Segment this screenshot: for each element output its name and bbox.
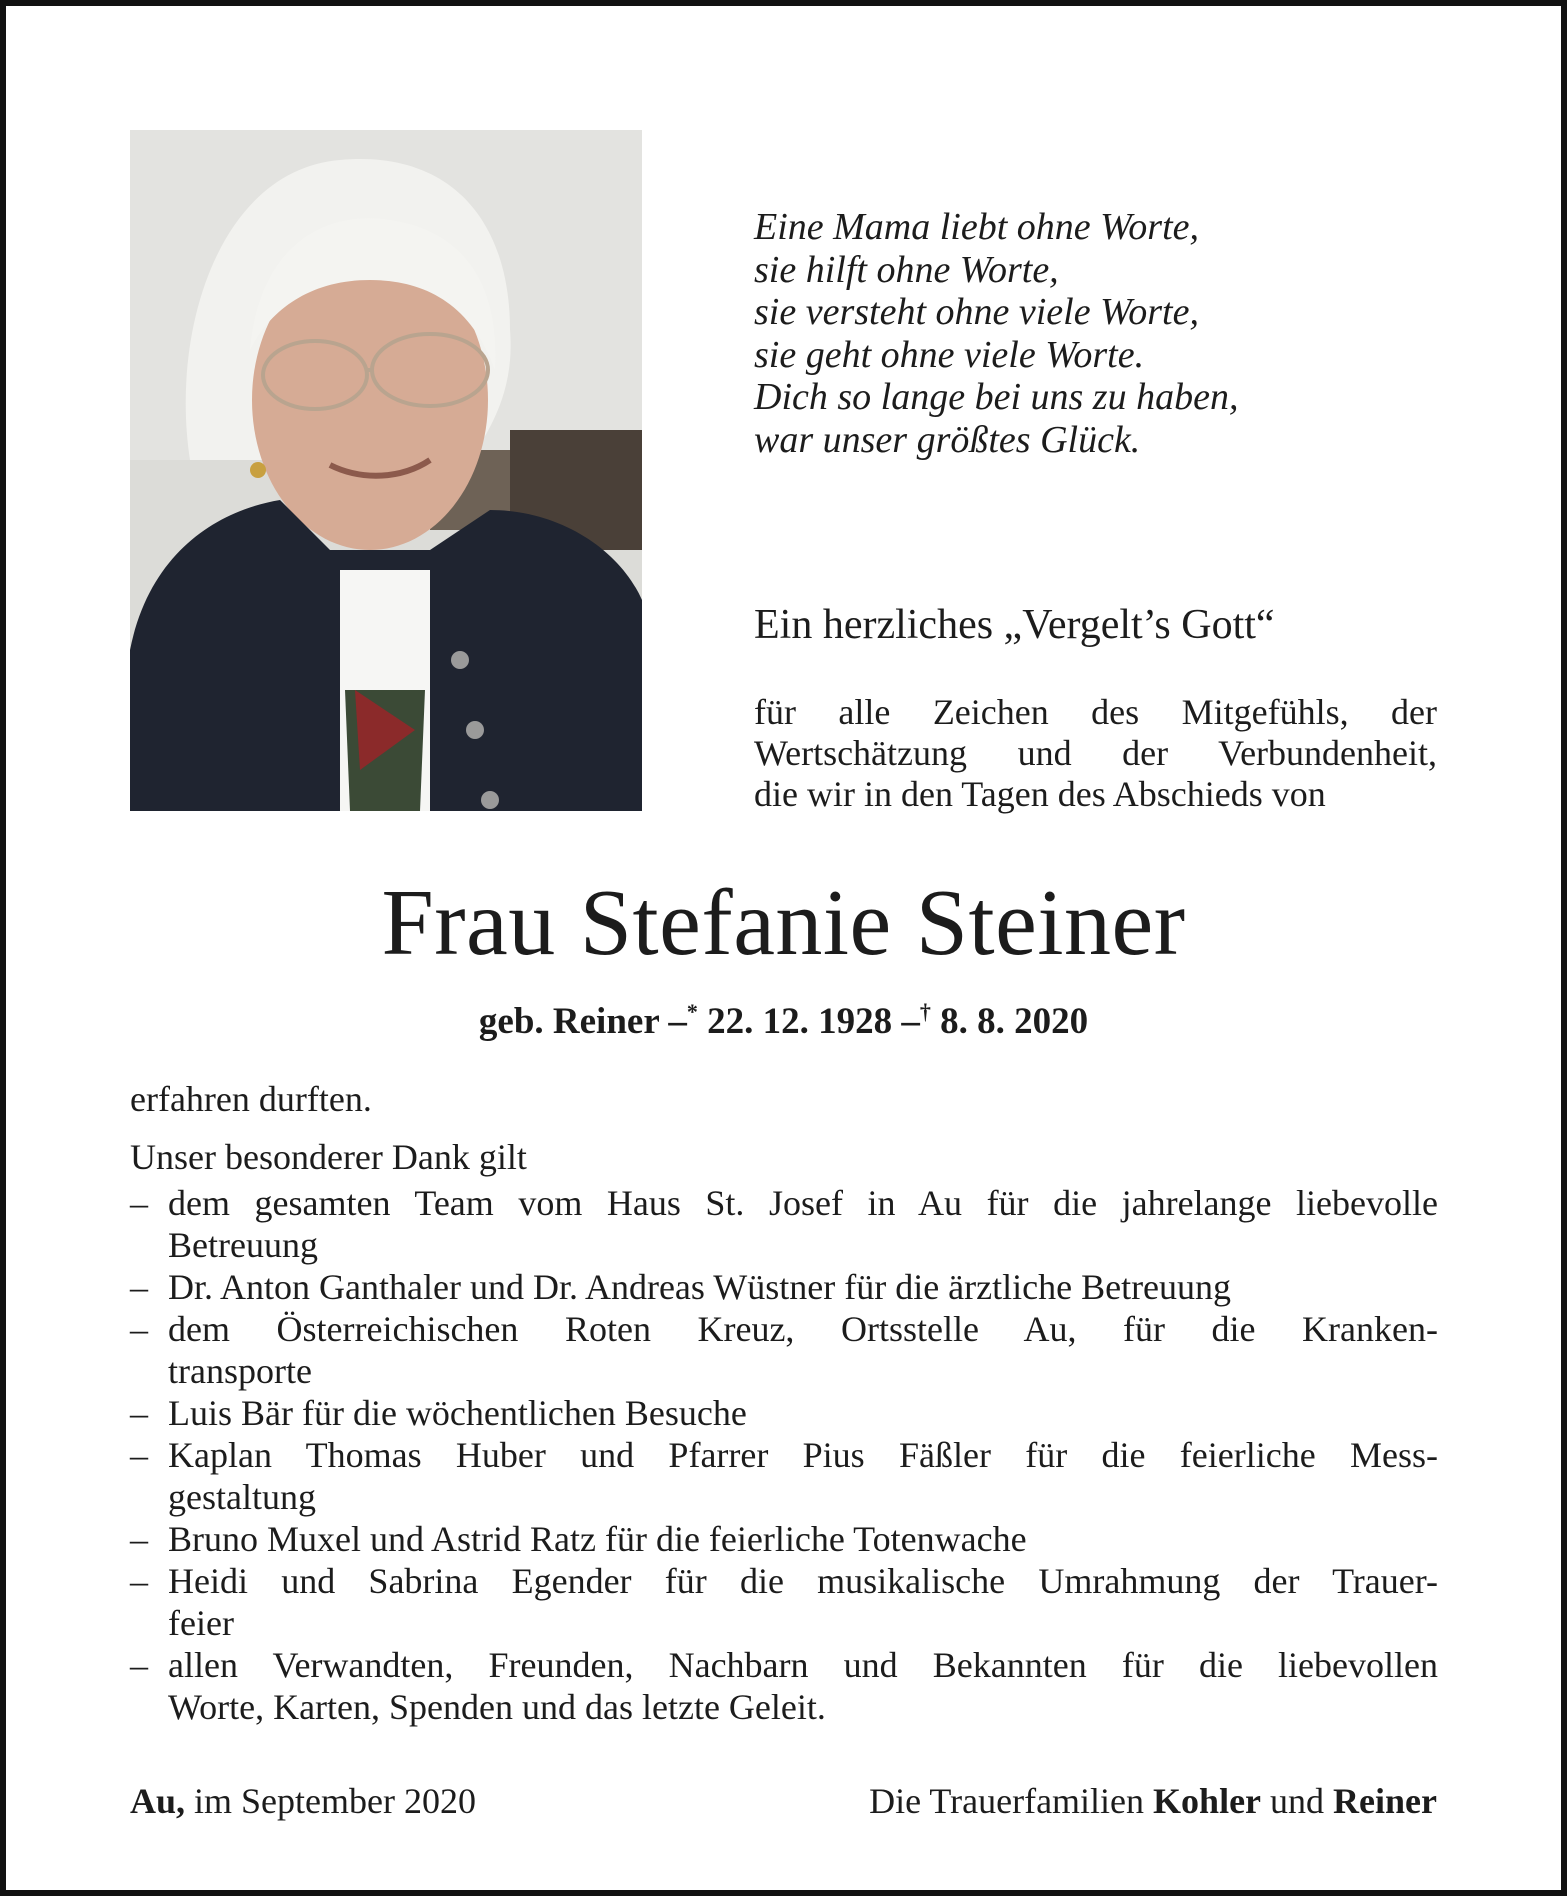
list-item [130, 1518, 1438, 1560]
family-name-reiner: Reiner [1333, 1781, 1437, 1821]
list-dash: – [130, 1645, 148, 1685]
list-item-line: allen Verwandten, Freunden, Nachbarn und Bekannten für die liebevollen [168, 1645, 1438, 1685]
date-separator: – [901, 1001, 920, 1042]
place-and-date [130, 1780, 476, 1822]
poem-line: sie geht ohne viele Worte. [754, 333, 1145, 376]
thanks-line: Wertschätzung und der Verbundenheit, [754, 733, 1437, 773]
mourning-families [869, 1780, 1437, 1822]
place: Au, [130, 1781, 186, 1821]
list-item-line: dem gesamten Team vom Haus St. Josef in Au für die jahrelange liebevolle [168, 1183, 1438, 1223]
birth-date: 22. 12. 1928 [707, 1001, 893, 1042]
list-item-line: dem Österreichischen Roten Kreuz, Ortsstelle Au, für die Kranken- [168, 1309, 1438, 1349]
thanks-list [130, 1182, 1438, 1728]
body-text [130, 1078, 1438, 1728]
born-symbol: * [686, 999, 698, 1024]
poem-line: sie versteht ohne viele Worte, [754, 291, 1199, 333]
portrait-photo [130, 130, 642, 811]
poem-line: war unser größtes Glück. [754, 418, 1141, 461]
deceased-name: Frau Stefanie Steiner [381, 871, 1186, 975]
list-dash: – [130, 1267, 148, 1307]
list-item [130, 1308, 1438, 1392]
list-dash: – [130, 1561, 148, 1601]
birth-name: geb. Reiner [478, 1001, 660, 1042]
life-dates [0, 990, 1567, 1044]
list-item-line: Luis Bär für die wöchentlichen Besuche [168, 1393, 747, 1433]
portrait-illustration [130, 130, 642, 811]
list-item [130, 1560, 1438, 1644]
poem-line: Dich so lange bei uns zu haben, [754, 376, 1239, 418]
date-separator: – [668, 1001, 687, 1042]
list-item-line: gestaltung [168, 1477, 316, 1517]
thanks-line: für alle Zeichen des Mitgefühls, der [754, 692, 1437, 732]
thanks-heading: Ein herzliches „Vergelt’s Gott“ [754, 602, 1275, 648]
poem-line: sie hilft ohne Worte, [754, 248, 1059, 291]
intro-text: erfahren durften. [130, 1079, 372, 1119]
list-item-line: Heidi und Sabrina Egender für die musikalische Umrahmung der Trauer- [168, 1561, 1438, 1601]
families-prefix: Die Trauerfamilien [869, 1781, 1145, 1821]
thanks-line: die wir in den Tagen des Abschieds von [754, 774, 1326, 814]
thanks-intro: Unser besonderer Dank gilt [130, 1137, 527, 1177]
list-item-line: Bruno Muxel und Astrid Ratz für die feierliche Totenwache [168, 1519, 1027, 1559]
poem [754, 206, 1454, 461]
poem-line: Eine Mama liebt ohne Worte, [754, 206, 1200, 248]
death-date: 8. 8. 2020 [940, 1001, 1089, 1042]
list-item-line: transporte [168, 1351, 312, 1391]
list-dash: – [130, 1309, 148, 1349]
list-item [130, 1644, 1438, 1728]
list-dash: – [130, 1519, 148, 1559]
list-item [130, 1392, 1438, 1434]
list-item-line: Dr. Anton Ganthaler und Dr. Andreas Wüstner für die ärztliche Betreuung [168, 1267, 1232, 1307]
list-dash: – [130, 1183, 148, 1223]
list-dash: – [130, 1393, 148, 1433]
list-item-line: feier [168, 1603, 234, 1643]
notice-date: im September 2020 [194, 1781, 476, 1821]
list-item [130, 1266, 1438, 1308]
list-item-line: Worte, Karten, Spenden und das letzte Geleit. [168, 1687, 826, 1727]
family-name-kohler: Kohler [1153, 1781, 1262, 1821]
list-item-line: Betreuung [168, 1225, 318, 1265]
families-conjunction: und [1270, 1781, 1325, 1821]
list-dash: – [130, 1435, 148, 1475]
list-item-line: Kaplan Thomas Huber und Pfarrer Pius Fäßler für die feierliche Mess- [168, 1435, 1438, 1475]
list-item [130, 1182, 1438, 1266]
died-symbol: † [919, 999, 931, 1024]
thanks-paragraph [754, 692, 1437, 815]
list-item [130, 1434, 1438, 1518]
